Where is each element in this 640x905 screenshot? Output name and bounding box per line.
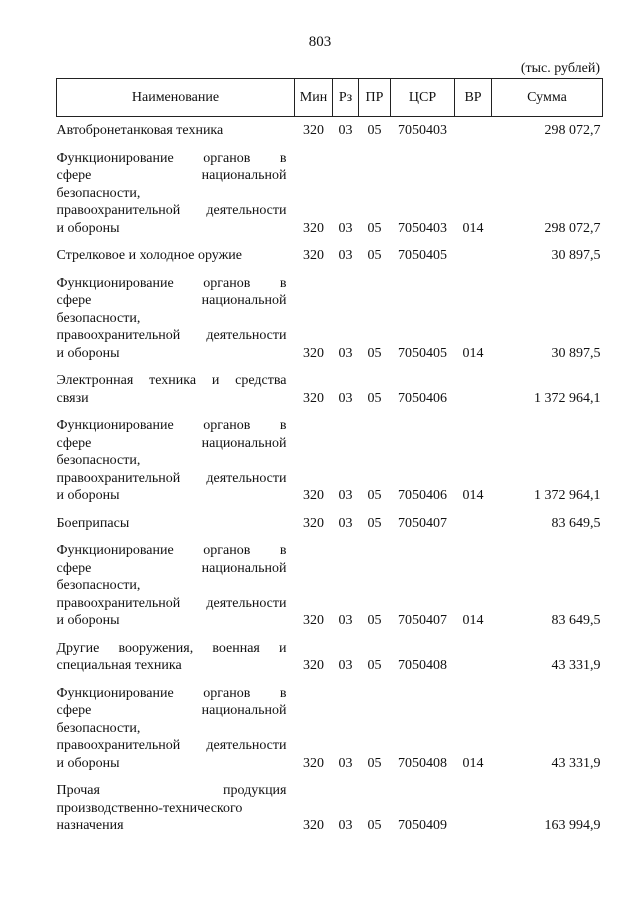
row-vr [455, 640, 492, 685]
row-name [57, 782, 295, 845]
row-name-line: правоохранительной деятельности [56, 595, 287, 611]
row-min: 320 [303, 818, 324, 833]
table-row [57, 417, 603, 515]
units-label: (тыс. рублей) [520, 61, 600, 76]
table-row [57, 117, 603, 150]
row-rz: 03 [338, 818, 353, 833]
row-name [57, 275, 295, 373]
row-csr: 7050403 [398, 123, 447, 138]
row-rz: 03 [338, 220, 353, 236]
row-name-line: и обороны [56, 488, 120, 503]
row-name-line: Функционирование органов в [56, 685, 287, 701]
row-min: 320 [303, 248, 324, 263]
row-vr: 014 [462, 220, 484, 236]
row-name-line: Функционирование органов в [56, 543, 287, 558]
table-row [57, 372, 603, 417]
row-name [57, 640, 295, 685]
row-sum: 30 897,5 [551, 248, 601, 263]
row-pr: 05 [367, 613, 382, 628]
row-name-line: и обороны [56, 220, 120, 236]
row-min: 320 [303, 515, 324, 531]
row-vr [455, 782, 492, 845]
row-csr: 7050403 [398, 220, 447, 236]
row-name-line: правоохранительной деятельности [56, 328, 287, 343]
row-rz: 03 [338, 248, 353, 263]
row-pr: 05 [367, 248, 382, 263]
row-name-line: безопасности, [56, 720, 141, 736]
row-name-line: специальная техника [56, 658, 182, 673]
row-name-line: и обороны [56, 613, 120, 628]
row-vr: 014 [462, 755, 484, 771]
row-sum: 43 331,9 [551, 755, 601, 771]
row-pr: 05 [367, 658, 382, 673]
row-vr: 014 [462, 345, 484, 361]
row-name-line: безопасности, [56, 453, 141, 468]
table-row [57, 515, 603, 543]
row-name-line: Боеприпасы [56, 515, 130, 531]
row-pr: 05 [367, 488, 382, 503]
row-name-line: сфере национальной [56, 168, 287, 183]
row-pr: 05 [367, 123, 382, 138]
page-number: 803 [308, 34, 332, 50]
row-name-line: правоохранительной деятельности [56, 738, 287, 753]
row-sum: 1 372 964,1 [534, 488, 601, 503]
row-csr: 7050409 [398, 818, 447, 833]
row-name-line: правоохранительной деятельности [56, 470, 287, 486]
header-sum: Сумма [492, 79, 603, 117]
row-name-line: производственно-технического [56, 800, 243, 816]
row-min: 320 [303, 220, 324, 236]
header-name: Наименование [57, 79, 295, 117]
header-rz: Рз [333, 79, 359, 117]
row-pr: 05 [367, 390, 382, 406]
table-row [57, 247, 603, 275]
row-name-line: Электронная техника и средства [56, 373, 287, 388]
row-rz: 03 [338, 345, 353, 361]
header-min: Мин [295, 79, 333, 117]
row-rz: 03 [338, 755, 353, 771]
row-name [57, 542, 295, 640]
row-name [57, 372, 295, 417]
row-name [57, 150, 295, 248]
row-name-line: Функционирование органов в [56, 150, 287, 166]
row-csr: 7050405 [398, 248, 447, 263]
row-name-line: назначения [56, 818, 124, 833]
row-min: 320 [303, 390, 324, 406]
row-vr [455, 247, 492, 275]
row-rz: 03 [338, 658, 353, 673]
row-sum: 1 372 964,1 [534, 390, 601, 406]
row-min: 320 [303, 345, 324, 361]
row-name-line: сфере национальной [56, 703, 287, 718]
row-vr [455, 372, 492, 417]
row-rz: 03 [338, 488, 353, 503]
row-min: 320 [303, 613, 324, 628]
row-rz: 03 [338, 390, 353, 406]
table-row [57, 150, 603, 248]
row-min: 320 [303, 755, 324, 771]
table-row [57, 640, 603, 685]
header-pr: ПР [359, 79, 391, 117]
row-rz: 03 [338, 613, 353, 628]
row-csr: 7050406 [398, 390, 447, 406]
row-rz: 03 [338, 515, 353, 531]
row-name-line: безопасности, [56, 185, 141, 201]
header-row [57, 79, 603, 117]
row-sum: 83 649,5 [551, 515, 601, 531]
row-sum: 30 897,5 [551, 345, 601, 361]
row-name-line: сфере национальной [56, 435, 287, 451]
row-name-line: связи [56, 390, 89, 406]
table-row [57, 275, 603, 373]
row-name-line: безопасности, [56, 578, 141, 593]
row-csr: 7050407 [398, 613, 447, 628]
row-name-line: и обороны [56, 345, 120, 361]
row-name [57, 117, 295, 150]
row-csr: 7050408 [398, 658, 447, 673]
header-csr: ЦСР [391, 79, 455, 117]
row-name-line: правоохранительной деятельности [56, 203, 287, 218]
row-pr: 05 [367, 515, 382, 531]
row-rz: 03 [338, 123, 353, 138]
row-name [57, 247, 295, 275]
row-pr: 05 [367, 755, 382, 771]
row-pr: 05 [367, 220, 382, 236]
row-name-line: Другие вооружения, военная и [56, 640, 287, 656]
row-csr: 7050408 [398, 755, 447, 771]
row-min: 320 [303, 488, 324, 503]
row-pr: 05 [367, 345, 382, 361]
row-csr: 7050407 [398, 515, 447, 531]
row-name-line: Прочая продукция [56, 783, 287, 798]
row-min: 320 [303, 658, 324, 673]
row-vr [455, 515, 492, 543]
row-sum: 83 649,5 [551, 613, 601, 628]
table-row [57, 685, 603, 783]
row-vr: 014 [462, 613, 484, 628]
row-name-line: Стрелковое и холодное оружие [56, 248, 242, 263]
table-row [57, 542, 603, 640]
row-name [57, 685, 295, 783]
row-name-line: и обороны [56, 755, 120, 771]
row-csr: 7050405 [398, 345, 447, 361]
row-name-line: безопасности, [56, 310, 141, 326]
row-name-line: сфере национальной [56, 560, 287, 576]
budget-table [56, 78, 603, 845]
row-sum: 298 072,7 [544, 220, 601, 236]
table-row [57, 782, 603, 845]
row-vr: 014 [462, 488, 484, 503]
header-vr: ВР [455, 79, 492, 117]
row-vr [455, 117, 492, 150]
row-sum: 163 994,9 [544, 818, 601, 833]
row-name-line: Функционирование органов в [56, 275, 287, 291]
row-name-line: Автобронетанковая техника [56, 123, 224, 138]
row-name [57, 515, 295, 543]
row-min: 320 [303, 123, 324, 138]
row-sum: 43 331,9 [551, 658, 601, 673]
row-name-line: сфере национальной [56, 293, 287, 308]
row-name-line: Функционирование органов в [56, 418, 287, 433]
row-name [57, 417, 295, 515]
row-pr: 05 [367, 818, 382, 833]
row-csr: 7050406 [398, 488, 447, 503]
row-sum: 298 072,7 [544, 123, 601, 138]
